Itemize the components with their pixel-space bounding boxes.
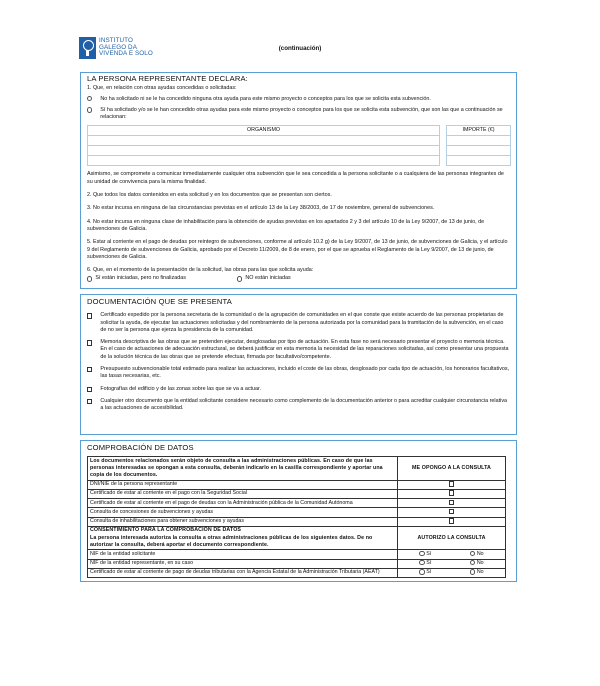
logo-line: INSTITUTO xyxy=(99,37,134,45)
radio-button[interactable] xyxy=(87,276,92,281)
document-label: Cualquier otro documento que la entidad solicitante considere necesario como complemento de la documentación anterior o para acreditar cualquier circunstancia relativa a las actuaciones de accesibilidad. xyxy=(100,397,508,412)
authorize-row-label: NIF de la entidad solicitante xyxy=(88,550,398,559)
no-option[interactable] xyxy=(470,551,484,558)
document-item xyxy=(81,398,516,413)
radio-button[interactable] xyxy=(87,96,92,101)
amount-cell[interactable] xyxy=(447,146,511,156)
declaration-item-2: 2. Que todos los datos contenidos en esta solicitud y en los documentos que se presentan son ciertos. xyxy=(87,192,332,199)
oppose-row-label: DNI/NIE de la persona representante xyxy=(88,480,398,489)
consent-intro: La persona interesada autoriza la consulta a otras administraciones públicas de los siguientes datos. De no autorizar la consulta, deberá aportar el documento correspondiente. xyxy=(90,534,373,548)
oppose-intro: Los documentos relacionados serán objeto de consulta a las administraciones públicas. En caso de que las personas interesadas se opongan a esta consulta, deberán indicarlo en la casilla correspondiente y aportar una copia de los documentos. xyxy=(88,457,398,480)
consent-block xyxy=(88,526,398,549)
org-cell[interactable] xyxy=(88,136,440,146)
radio-button[interactable] xyxy=(470,569,475,574)
document-checkbox[interactable] xyxy=(87,399,92,404)
yes-label: Sí xyxy=(426,550,432,557)
verification-panel xyxy=(80,440,517,582)
other-aid-table xyxy=(87,125,511,166)
declaration-item-6: 6. Que, en el momento de la presentación de la solicitud, las obras para las que solicita ayuda: xyxy=(87,267,314,274)
yes-option[interactable] xyxy=(419,551,431,558)
document-checkbox[interactable] xyxy=(87,313,92,318)
radio-button[interactable] xyxy=(419,551,424,556)
document-item xyxy=(81,366,516,381)
section-title: DOCUMENTACIÓN QUE SE PRESENTA xyxy=(87,297,232,306)
document-label: Fotografías del edificio y de las zonas sobre las que se va a actuar. xyxy=(100,385,262,392)
declaration-item-4: 4. No estar incursa en ninguna clase de inhabilitación para la obtención de ayudas previstas en los apartados 2 y 3 del artículo 10 de la Ley 9/2007, de 13 de junio, de subvenciones de Galicia. xyxy=(87,218,485,232)
yes-option[interactable] xyxy=(419,569,431,576)
radio-button[interactable] xyxy=(237,276,242,281)
oppose-header: ME OPONGO A LA CONSULTA xyxy=(398,457,506,480)
no-label: No xyxy=(476,569,484,576)
yes-label: Sí xyxy=(426,569,432,576)
amount-cell[interactable] xyxy=(447,156,511,166)
declaration-panel xyxy=(80,72,517,289)
org-cell[interactable] xyxy=(88,156,440,166)
oppose-row-label: Certificado de estar al corriente en el pago de deudas con la Administración pública de la Comunidad Autónoma xyxy=(88,499,398,508)
declaration-item-5: 5. Estar al corriente en el pago de deudas por reintegro de subvenciones, conforme al artículo 10.2 g) de la Ley 9/2007, de 13 de junio, de subvenciones de Galicia, y el artículo 9 del Reglamento de subvenciones de Galicia, aprobado por el Decreto 11/2009, de 8 de enero, por el que se aprueba el Reglamento de la Ley 9/2007, de 13 de junio, de subvenciones de Galicia. xyxy=(87,239,508,260)
option-label: Sí ha solicitado y/o se le han concedido otras ayudas para este mismo proyecto o conceptos para los que se solicita esta subvención, que son las que a continuación se relacionan: xyxy=(100,106,503,121)
option-label: NO están iniciadas xyxy=(245,275,291,282)
document-label: Presupuesto subvencionable total estimado para realizar las actuaciones, incluido el coste de las obras, desglosado por cada tipo de actuación, los honorarios facultativos, las tasas necesarias, etc. xyxy=(100,366,510,380)
amount-header: IMPORTE (€) xyxy=(447,126,511,136)
org-header: ORGANISMO xyxy=(88,126,440,136)
document-item xyxy=(81,312,516,334)
document-item xyxy=(81,339,516,361)
declaration-item-3: 3. No estar incursa en ninguna de las circunstancias previstas en el artículo 13 de la Ley 38/2003, de 17 de noviembre, general de subvenciones. xyxy=(87,205,435,212)
oppose-checkbox[interactable] xyxy=(449,500,454,505)
authorize-header: AUTORIZO LA CONSULTA xyxy=(398,526,506,549)
no-label: No xyxy=(476,560,484,567)
radio-button[interactable] xyxy=(419,560,424,565)
oppose-checkbox[interactable] xyxy=(449,490,454,495)
option-label: No ha solicitado ni se le ha concedido ninguna otra ayuda para este mismo proyecto o conceptos para los que se solicita esta subvención. xyxy=(100,95,431,102)
amount-cell[interactable] xyxy=(447,136,511,146)
document-label: Memoria descriptiva de las obras que se pretenden ejecutar, desglosadas por tipo de actuación. En esta fase no será necesario presentar el proyecto o memoria técnica. En el caso de actuaciones de adecuación estructural, se deberá justificar en esta memoria la necesidad de las reparaciones solicitadas, así como presentar una propuesta de la solución técnica de las obras que se pretende efectuar, firmada por facultativo/competente. xyxy=(100,339,509,360)
oppose-row-label: Consulta de inhabilitaciones para obtener subvenciones y ayudas xyxy=(88,517,398,526)
authorize-row-label: Certificado de estar al corriente de pago de deudas tributarias con la Agencia Estatal de la Administración Tributaria (AEAT) xyxy=(88,568,398,577)
radio-button[interactable] xyxy=(470,560,475,565)
option-no-other-aid[interactable] xyxy=(81,96,516,103)
option-other-aid[interactable] xyxy=(81,107,516,122)
option-not-started[interactable] xyxy=(237,275,291,282)
oppose-checkbox[interactable] xyxy=(449,481,454,486)
logo-line: GALEGO DA xyxy=(99,43,137,51)
verification-table xyxy=(87,456,506,578)
yes-option[interactable] xyxy=(419,560,431,567)
option-started[interactable] xyxy=(87,275,237,282)
authorize-row-label: NIF de la entidad representante, en su caso xyxy=(88,559,398,568)
commitment-text: Asimismo, se compromete a comunicar inmediatamente cualquier otra subvención que le sea concedida a la persona solicitante o a cualquiera de las personas integrantes de su unidad de convivencia para la misma finalidad. xyxy=(87,171,504,185)
document-checkbox[interactable] xyxy=(87,340,92,345)
document-checkbox[interactable] xyxy=(87,367,92,372)
document-item xyxy=(81,386,516,393)
oppose-checkbox[interactable] xyxy=(449,518,454,523)
no-option[interactable] xyxy=(470,569,484,576)
org-cell[interactable] xyxy=(88,146,440,156)
declaration-item-1: 1. Que, en relación con otras ayudas concedidas o solicitadas: xyxy=(87,85,237,92)
option-label: Sí están iniciadas, pero no finalizadas xyxy=(95,275,186,282)
oppose-checkbox[interactable] xyxy=(449,509,454,514)
radio-button[interactable] xyxy=(87,107,92,112)
logo-line: VIVENDA E SOLO xyxy=(99,50,153,58)
oppose-row-label: Consulta de concesiones de subvenciones y ayudas xyxy=(88,508,398,517)
continuation-label: (continuación) xyxy=(278,45,322,52)
oppose-row-label: Certificado de estar al corriente en el pago con la Seguridad Social xyxy=(88,489,398,498)
documentation-panel xyxy=(80,294,517,435)
no-label: No xyxy=(476,550,484,557)
section-title: LA PERSONA REPRESENTANTE DECLARA: xyxy=(87,74,248,83)
yes-label: Sí xyxy=(426,560,432,567)
document-label: Certificado expedido por la persona secretaria de la comunidad o de la agrupación de comunidades en el que conste que existe acuerdo de las personas propietarias de solicitar la ayuda, de ejecutar las actuaciones solicitadas y del nombramiento de la persona autorizada por la comunidad para la tramitación de la subvención, en el caso de no ser la persona que ejerza la presidencia de la comunidad. xyxy=(100,312,504,333)
no-option[interactable] xyxy=(470,560,484,567)
radio-button[interactable] xyxy=(419,569,424,574)
consent-title: CONSENTIMIENTO PARA LA COMPROBACIÓN DE DATOS xyxy=(90,527,242,534)
works-status-options xyxy=(81,275,516,282)
radio-button[interactable] xyxy=(470,551,475,556)
document-checkbox[interactable] xyxy=(87,387,92,392)
section-title: COMPROBACIÓN DE DATOS xyxy=(87,443,194,452)
